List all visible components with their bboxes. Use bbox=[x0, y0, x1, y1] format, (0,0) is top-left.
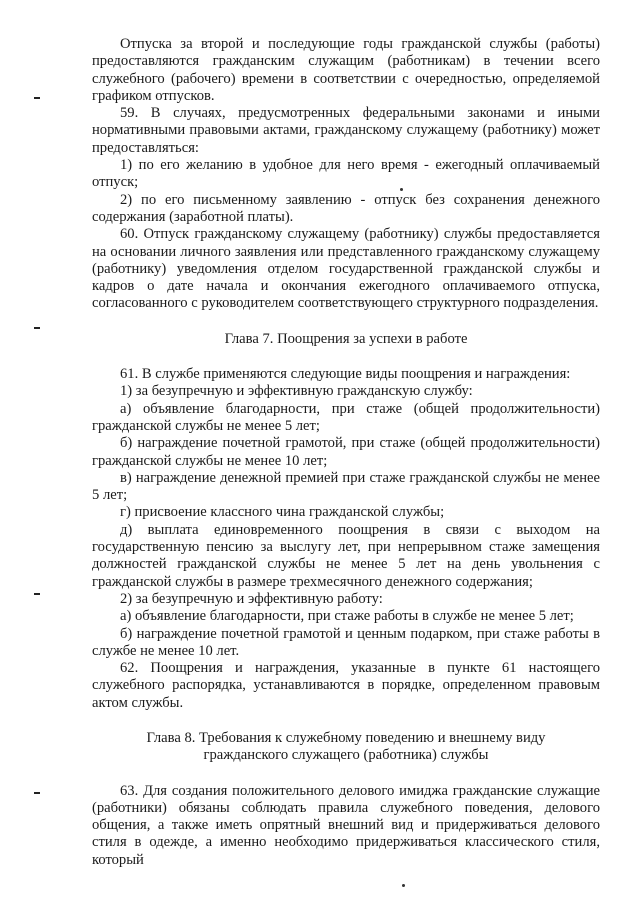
document-page bbox=[92, 36, 600, 869]
paragraph: 60. Отпуск гражданскому служащему (работнику) службы предоставляется на основании личного заявления или представленного гражданскому служащему (работнику) уведомления отделом государственной гражданской службы и кадров о дате начала и окончания ежегодного оплачиваемого отпуска, согласованного с руководителем соответствующего структурного подразделения. bbox=[92, 226, 600, 312]
chapter-8-title-line2: гражданского служащего (работника) службы bbox=[203, 747, 489, 764]
chapter-8-title-line1: Глава 8. Требования к служебному поведению и внешнему виду bbox=[146, 729, 546, 746]
paragraph: в) награждение денежной премией при стаже гражданской службы не менее 5 лет; bbox=[92, 469, 600, 504]
chapter-8-heading bbox=[92, 730, 600, 765]
scan-mark bbox=[34, 97, 40, 99]
paragraph: 59. В случаях, предусмотренных федеральными законами и иными нормативными правовыми актами, гражданскому служащему (работнику) может предоставляться: bbox=[92, 105, 600, 156]
paragraph: 1) по его желанию в удобное для него время - ежегодный оплачиваемый отпуск; bbox=[92, 157, 600, 191]
scan-dot bbox=[402, 884, 405, 887]
paragraph: б) награждение почетной грамотой, при стаже (общей продолжительности) гражданской службы не менее 10 лет; bbox=[92, 435, 600, 469]
paragraph: а) объявление благодарности, при стаже работы в службе не менее 5 лет; bbox=[120, 608, 574, 625]
paragraph: а) объявление благодарности, при стаже (общей продолжительности) гражданской службы не менее 5 лет; bbox=[92, 400, 600, 434]
paragraph: Отпуска за второй и последующие годы гражданской службы (работы) предоставляются гражданским служащим (работникам) в течении всего служебного (рабочего) времени в соответствии с очередностью, определяемой графиком отпусков. bbox=[92, 36, 600, 104]
paragraph: 62. Поощрения и награждения, указанные в пункте 61 настоящего служебного распорядка, устанавливаются в порядке, определенном правовым актом службы. bbox=[92, 660, 600, 711]
scan-mark bbox=[34, 593, 40, 595]
paragraph: г) присвоение классного чина гражданской службы; bbox=[120, 504, 445, 521]
paragraph: б) награждение почетной грамотой и ценным подарком, при стаже работы в службе не менее 10 лет. bbox=[92, 625, 600, 659]
paragraph: 1) за безупречную и эффективную гражданскую службу: bbox=[120, 383, 473, 400]
paragraph: 2) по его письменному заявлению - отпуск без сохранения денежного содержания (заработной платы). bbox=[92, 191, 600, 225]
scan-mark bbox=[34, 792, 40, 794]
paragraph: 63. Для создания положительного делового имиджа гражданские служащие (работники) обязаны соблюдать правила служебного поведения, делового общения, а также иметь опрятный внешний вид и придерживаться делового стиля в одежде, а именно необходимо придерживаться классического стиля, который bbox=[92, 782, 600, 868]
paragraph: 61. В службе применяются следующие виды поощрения и награждения: bbox=[120, 366, 571, 383]
chapter-7-heading bbox=[92, 331, 600, 348]
paragraph: д) выплата единовременного поощрения в связи с выходом на государственную пенсию за выслугу лет, при непрерывном стаже замещения должностей гражданской службы не менее 5 лет на день увольнения с гражданской службы в размере трехмесячного денежного содержания; bbox=[92, 521, 600, 590]
paragraph: 2) за безупречную и эффективную работу: bbox=[120, 590, 383, 607]
scan-mark bbox=[34, 327, 40, 329]
chapter-7-title: Глава 7. Поощрения за успехи в работе bbox=[224, 330, 468, 347]
